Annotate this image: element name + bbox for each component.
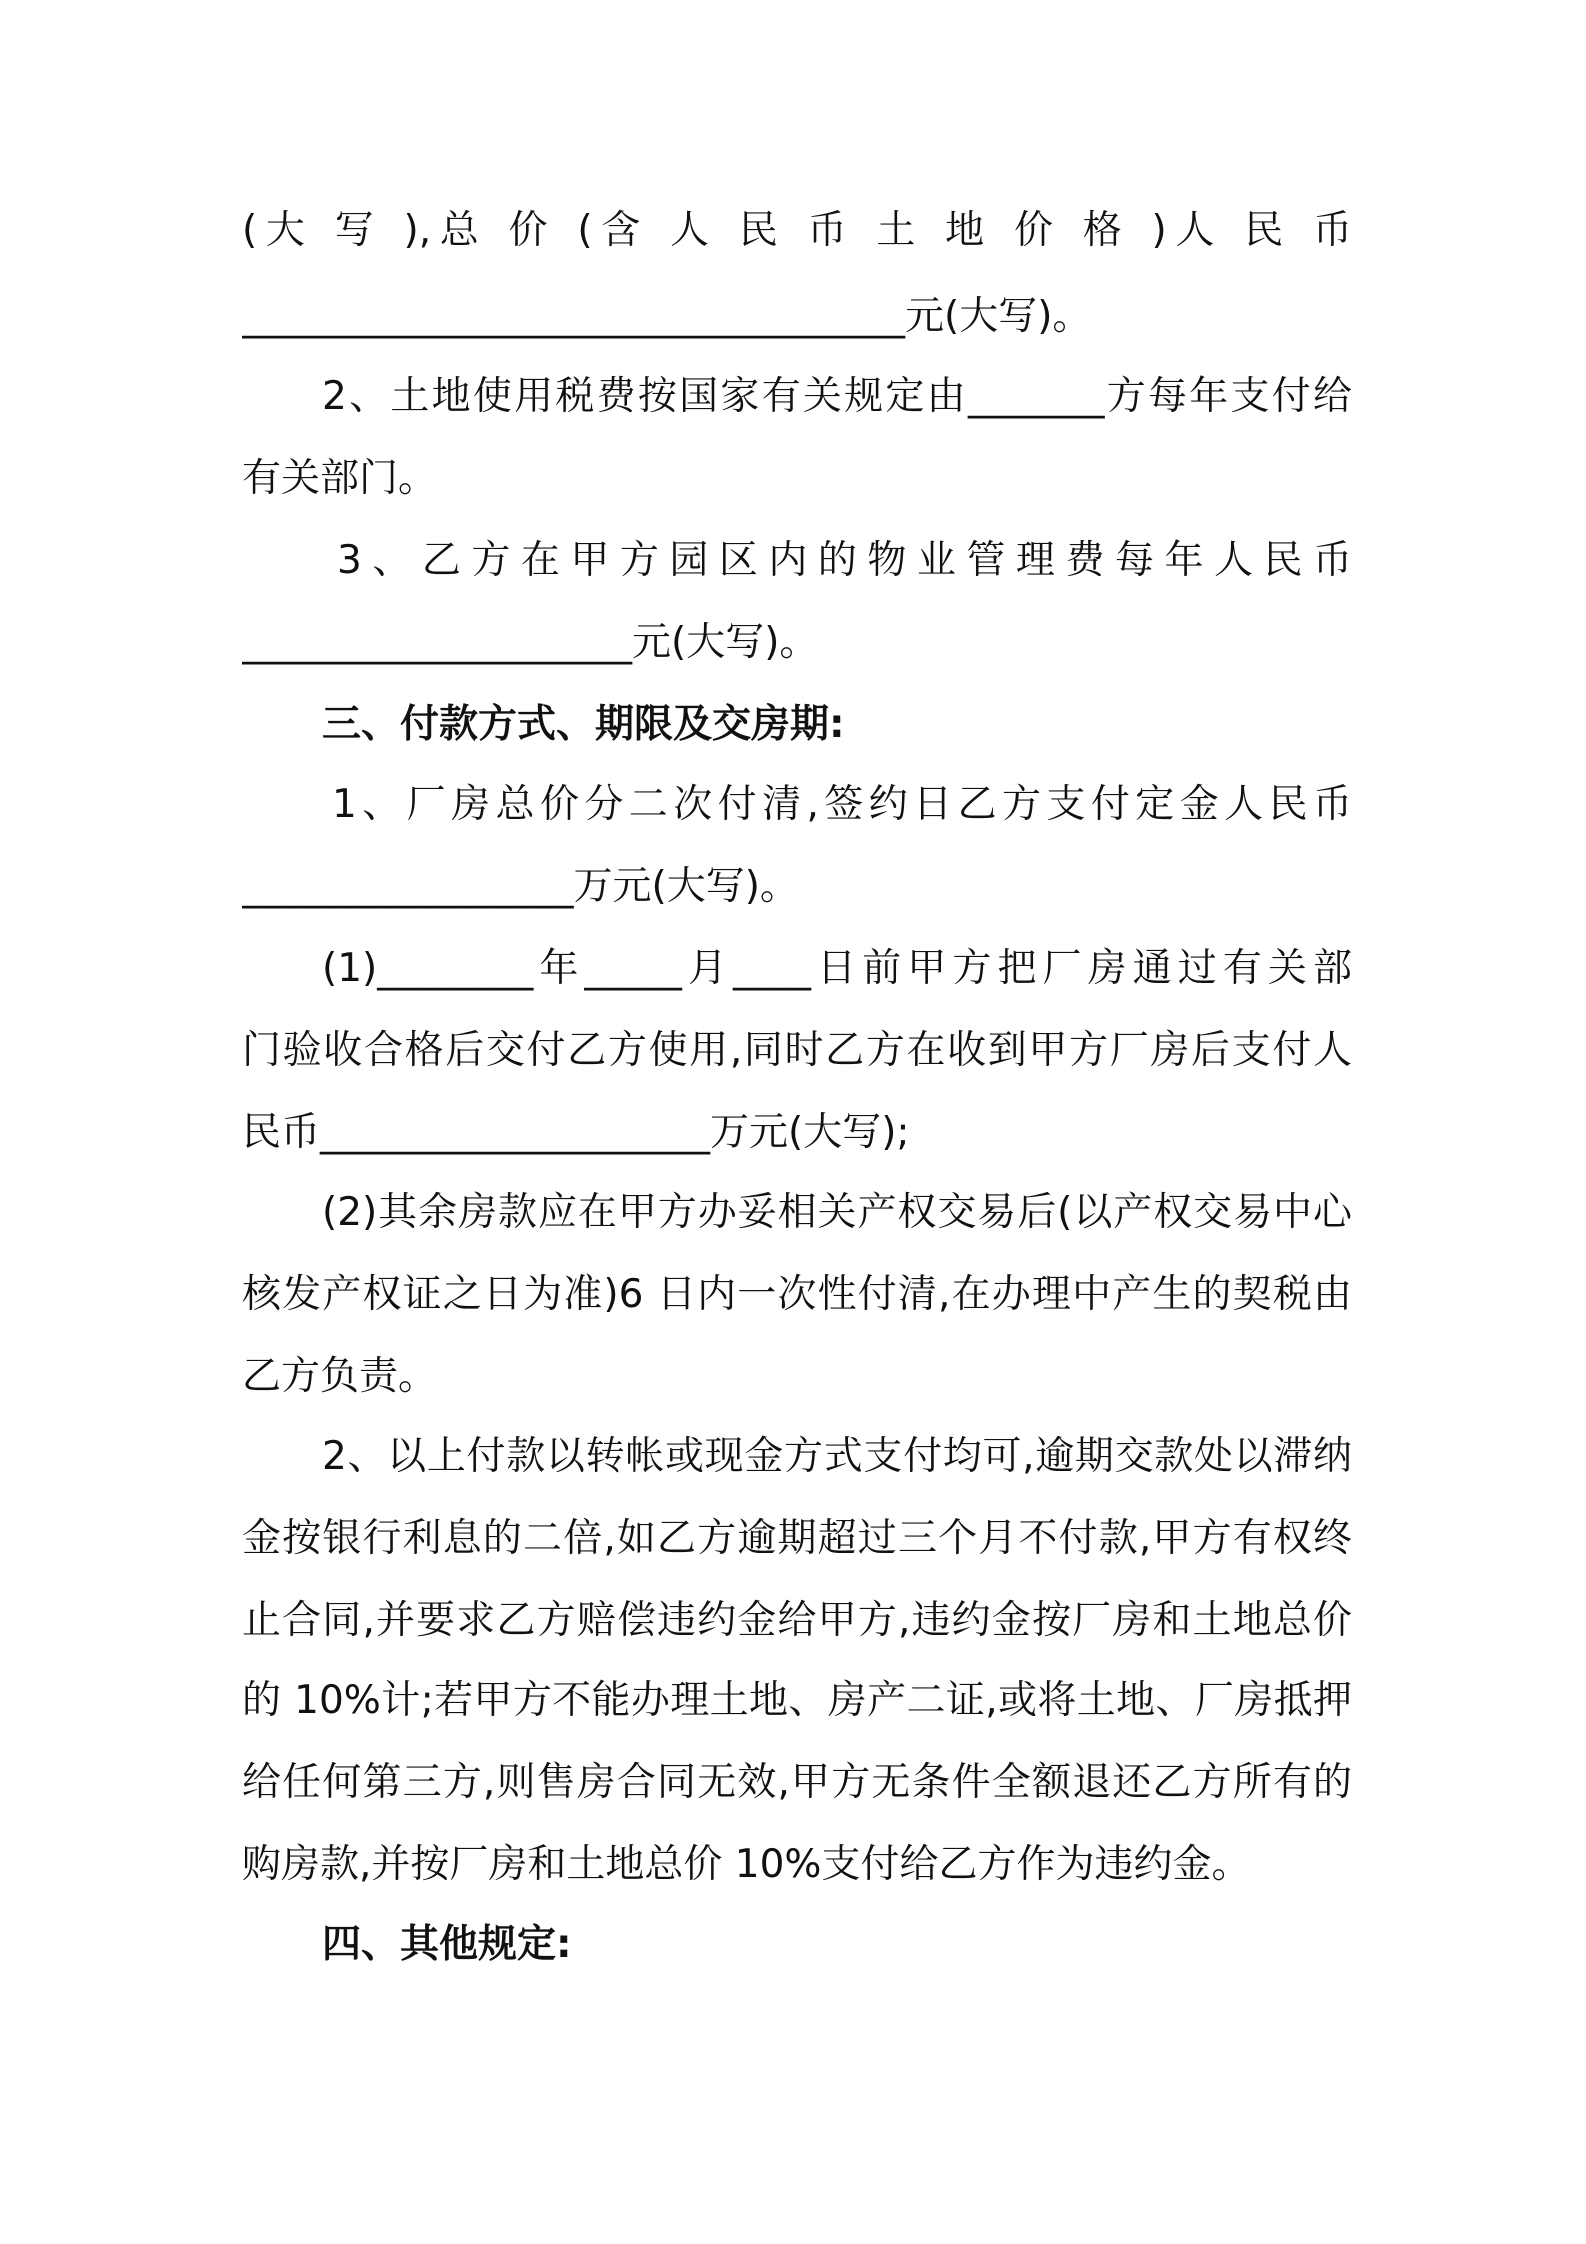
section-heading: 四、其他规定: bbox=[322, 1922, 572, 1967]
text-line: 乙方负责。 bbox=[242, 1354, 438, 1399]
text-line: (大 写 ),总 价 (含 人 民 币 土 地 价 格 )人 民 币 bbox=[242, 208, 1352, 253]
text-line: 的 10%计;若甲方不能办理土地、房产二证,或将土地、厂房抵押 bbox=[242, 1678, 1352, 1723]
section-heading: 三、付款方式、期限及交房期: bbox=[322, 702, 845, 747]
text-line: (1)________年_____月____日前甲方把厂房通过有关部 bbox=[322, 946, 1352, 991]
text-line: 金按银行利息的二倍,如乙方逾期超过三个月不付款,甲方有权终 bbox=[242, 1516, 1352, 1561]
text-line: (2)其余房款应在甲方办妥相关产权交易后(以产权交易中心 bbox=[322, 1190, 1352, 1235]
text-line: 有关部门。 bbox=[242, 456, 438, 501]
text-line: 2、以上付款以转帐或现金方式支付均可,逾期交款处以滞纳 bbox=[322, 1434, 1352, 1479]
text-line: ____________________元(大写)。 bbox=[242, 620, 819, 665]
text-line: 购房款,并按厂房和土地总价 10%支付给乙方作为违约金。 bbox=[242, 1842, 1251, 1887]
text-line: _________________万元(大写)。 bbox=[242, 864, 799, 909]
text-line: 核发产权证之日为准)6 日内一次性付清,在办理中产生的契税由 bbox=[242, 1272, 1352, 1317]
text-line: 给任何第三方,则售房合同无效,甲方无条件全额退还乙方所有的 bbox=[242, 1760, 1352, 1805]
text-line: __________________________________元(大写)。 bbox=[242, 294, 1092, 339]
text-line: 门验收合格后交付乙方使用,同时乙方在收到甲方厂房后支付人 bbox=[242, 1028, 1352, 1073]
text-line: 止合同,并要求乙方赔偿违约金给甲方,违约金按厂房和土地总价 bbox=[242, 1598, 1352, 1643]
text-line: 民币____________________万元(大写); bbox=[242, 1110, 910, 1155]
text-line: 1、厂房总价分二次付清,签约日乙方支付定金人民币 bbox=[332, 782, 1352, 827]
text-line: 3、乙方在甲方园区内的物业管理费每年人民币 bbox=[337, 538, 1352, 583]
text-line: 2、土地使用税费按国家有关规定由_______方每年支付给 bbox=[322, 374, 1352, 419]
